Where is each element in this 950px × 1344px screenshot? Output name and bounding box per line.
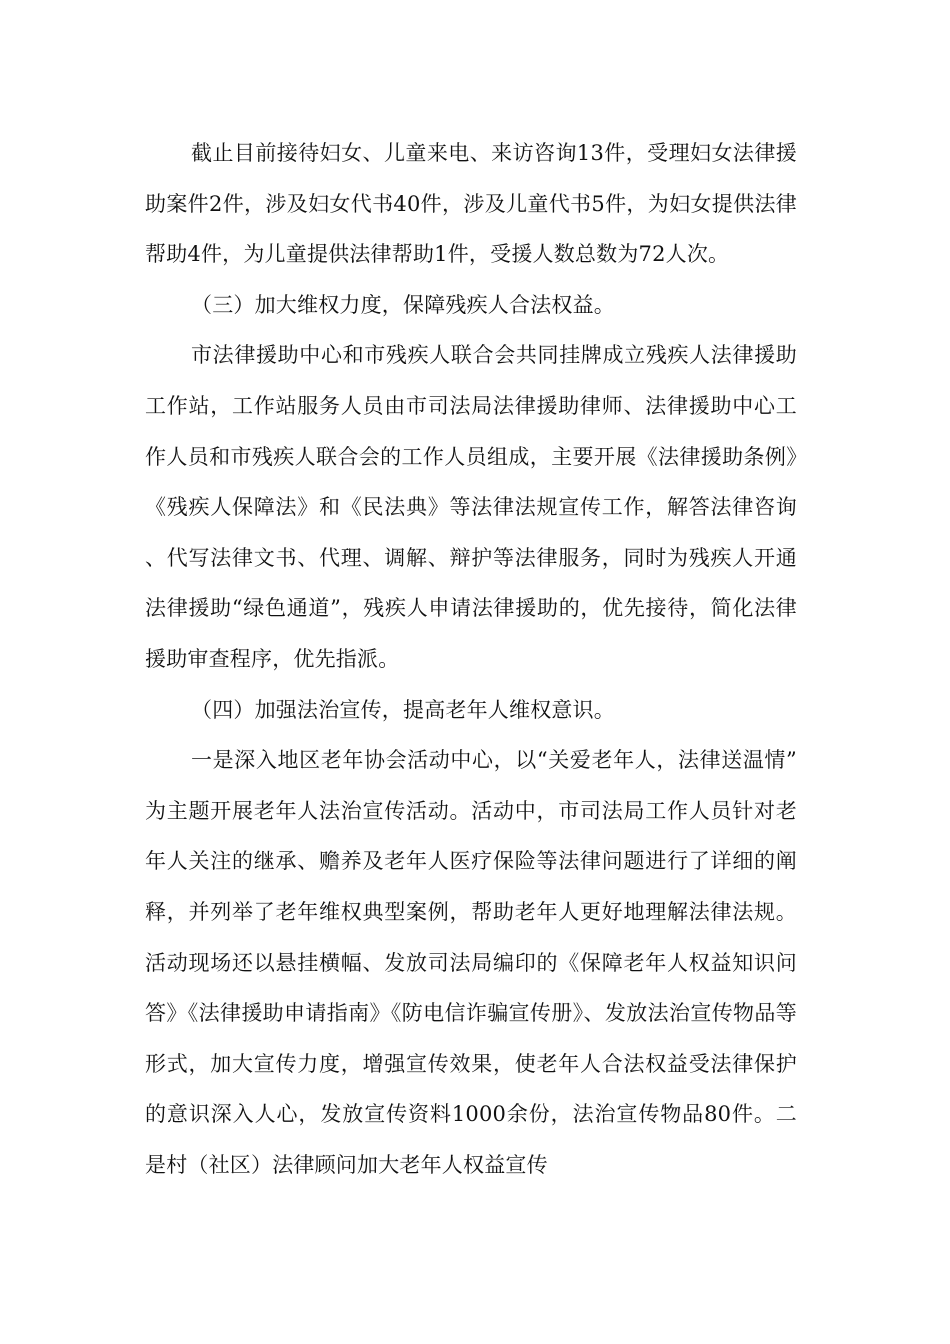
paragraph-women-children-stats: 截止目前接待妇女、儿童来电、来访咨询13件，受理妇女法律援助案件2件，涉及妇女代书40件，涉及儿童代书5件，为妇女提供法律帮助4件，为儿童提供法律帮助1件，受援人数总数为72人次。 xyxy=(145,141,797,267)
document-body xyxy=(145,128,797,1190)
paragraph-elderly-legal-promotion: 一是深入地区老年协会活动中心，以“关爱老年人，法律送温情”为主题开展老年人法治宣传活动。活动中，市司法局工作人员针对老年人关注的继承、赡养及老年人医疗保险等法律问题进行了详细的阐释，并列举了老年维权典型案例，帮助老年人更好地理解法律法规。活动现场还以悬挂横幅、发放司法局编印的《保障老年人权益知识问答》《法律援助申请指南》《防电信诈骗宣传册》、发放法治宣传物品等形式，加大宣传力度，增强宣传效果，使老年人合法权益受法律保护的意识深入人心，发放宣传资料1000余份，法治宣传物品80件。二是村（社区）法律顾问加大老年人权益宣传 xyxy=(145,748,797,1177)
section-heading-elderly-rights: （四）加强法治宣传，提高老年人维权意识。 xyxy=(191,697,615,722)
section-heading-disabled-rights: （三）加大维权力度，保障残疾人合法权益。 xyxy=(191,292,615,317)
paragraph-disabled-legal-aid: 市法律援助中心和市残疾人联合会共同挂牌成立残疾人法律援助工作站，工作站服务人员由市司法局法律援助律师、法律援助中心工作人员和市残疾人联合会的工作人员组成，主要开展《法律援助条例》《残疾人保障法》和《民法典》等法律法规宣传工作，解答法律咨询、代写法律文书、代理、调解、辩护等法律服务，同时为残疾人开通法律援助“绿色通道”，残疾人申请法律援助的，优先接待，简化法律援助审查程序，优先指派。 xyxy=(145,343,797,671)
